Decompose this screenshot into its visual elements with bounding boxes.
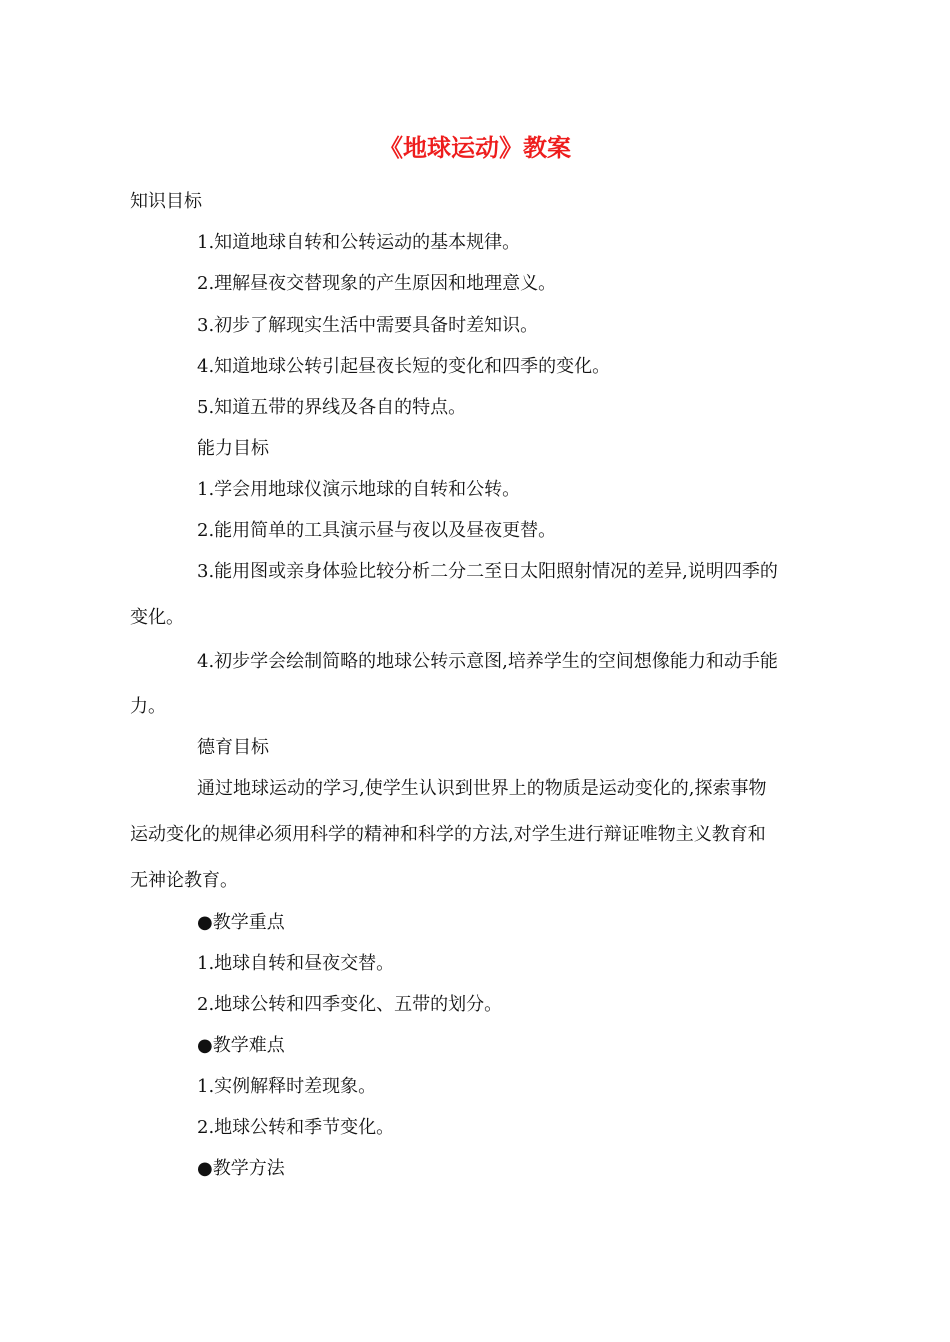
ability-goal-item: 2.能用简单的工具演示昼与夜以及昼夜更替。	[197, 520, 557, 541]
knowledge-goal-item: 3.初步了解现实生活中需要具备时差知识。	[197, 315, 539, 336]
key-point-item: 1.地球自转和昼夜交替。	[197, 953, 395, 974]
key-point-item: 2.地球公转和四季变化、五带的划分。	[197, 994, 503, 1015]
difficulty-item: 2.地球公转和季节变化。	[197, 1117, 395, 1138]
moral-goals-paragraph-line: 通过地球运动的学习,使学生认识到世界上的物质是运动变化的,探索事物	[197, 778, 767, 799]
ability-goal-item: 3.能用图或亲身体验比较分析二分二至日太阳照射情况的差异,说明四季的	[197, 561, 778, 582]
difficulty-item: 1.实例解释时差现象。	[197, 1076, 377, 1097]
knowledge-goal-item: 4.知道地球公转引起昼夜长短的变化和四季的变化。	[197, 356, 611, 377]
difficulties-heading: ●教学难点	[197, 1035, 285, 1056]
moral-goals-paragraph-line: 运动变化的规律必须用科学的精神和科学的方法,对学生进行辩证唯物主义教育和	[130, 824, 766, 845]
knowledge-goal-item: 5.知道五带的界线及各自的特点。	[197, 397, 467, 418]
knowledge-goals-heading: 知识目标	[130, 191, 202, 212]
ability-goals-heading: 能力目标	[197, 438, 269, 459]
document-title: 《地球运动》教案	[379, 133, 571, 162]
knowledge-goal-item: 2.理解昼夜交替现象的产生原因和地理意义。	[197, 273, 557, 294]
ability-goal-item-continued: 变化。	[130, 607, 184, 628]
ability-goal-item: 4.初步学会绘制简略的地球公转示意图,培养学生的空间想像能力和动手能	[197, 651, 778, 672]
teaching-methods-heading: ●教学方法	[197, 1158, 285, 1179]
knowledge-goal-item: 1.知道地球自转和公转运动的基本规律。	[197, 232, 521, 253]
ability-goal-item-continued: 力。	[130, 696, 166, 717]
moral-goals-heading: 德育目标	[197, 737, 269, 758]
key-points-heading: ●教学重点	[197, 912, 285, 933]
moral-goals-paragraph-line: 无神论教育。	[130, 870, 238, 891]
ability-goal-item: 1.学会用地球仪演示地球的自转和公转。	[197, 479, 521, 500]
